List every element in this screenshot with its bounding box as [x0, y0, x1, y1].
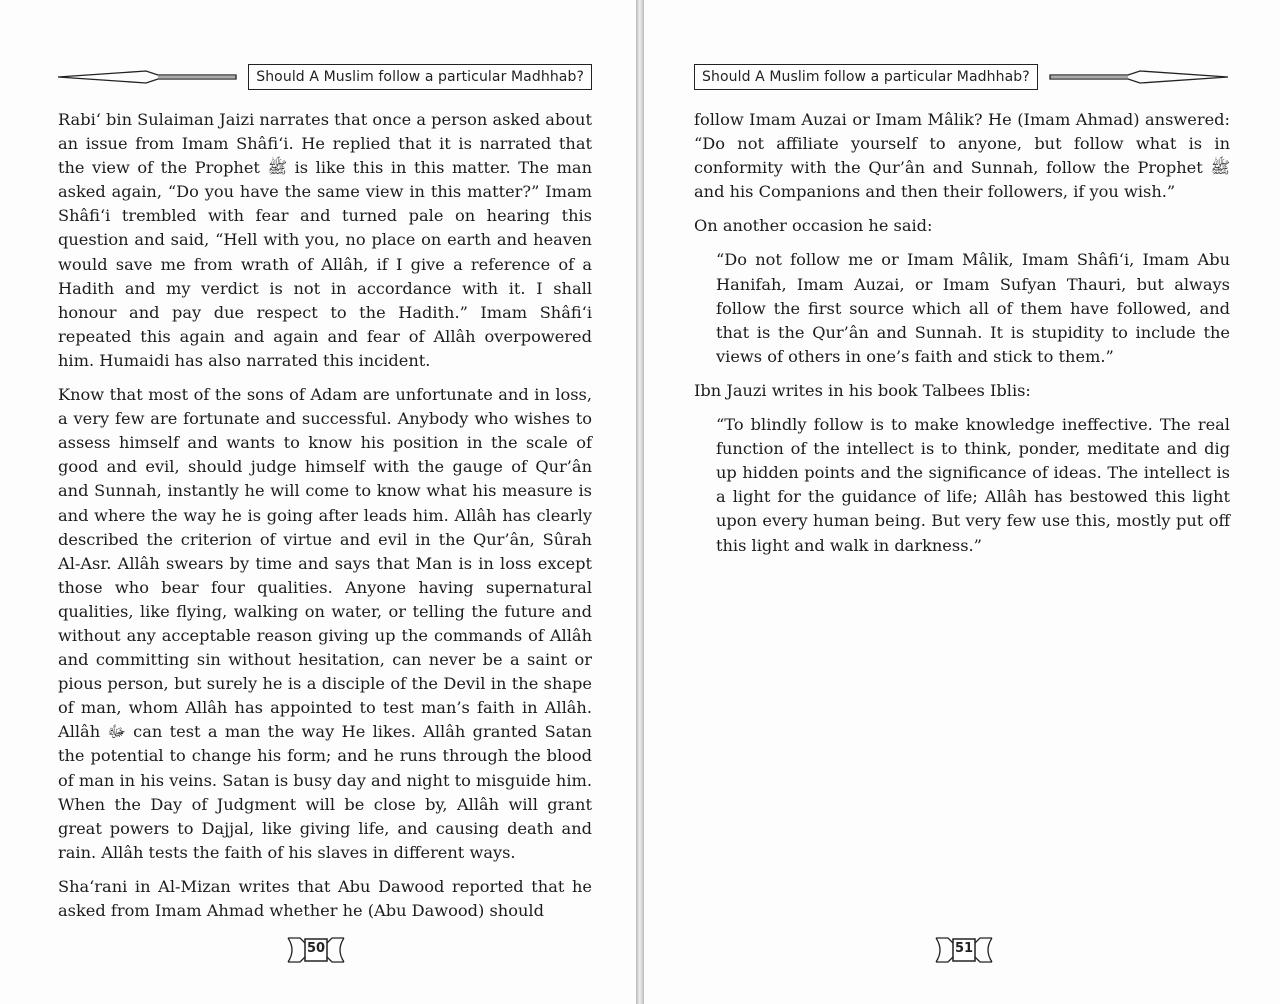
right-page-text	[694, 108, 1230, 568]
left-page	[0, 0, 636, 1004]
book-gutter	[636, 0, 644, 1004]
right-quote-2: “To blindly follow is to make knowledge ineffective. The real function of the intellect is to think, ponder, meditate and dig up hidden points and the significance of ideas. The intellect is a light for the guidance of life; Allâh has bestowed this light upon every human being. But very few use this, mostly put off this light and walk in darkness.”	[716, 415, 1230, 555]
right-quote-1: “Do not follow me or Imam Mâlik, Imam Shâfi‘i, Imam Abu Hanifah, Imam Auzai, or Imam Sufyan Thauri, but always follow the first source which all of them have followed, and that is the Qur’ân and Sunnah. It is stupidity to include the views of others in one’s faith and stick to them.”	[716, 250, 1230, 366]
left-paragraph-2: Know that most of the sons of Adam are unfortunate and in loss, a very few are fortunate and successful. Anybody who wishes to assess himself and wants to know his position in the scale of good and evil, should judge himself with the gauge of Qur’ân and Sunnah, instantly he will come to know what his measure is and where the way he is going after leads him. Allâh has clearly described the criterion of virtue and evil in the Qur’ân, Sûrah Al-Asr. Allâh swears by time and says that Man is in loss except those who bear four qualities. Anyone having supernatural qualities, like flying, walking on water, or telling the future and without any acceptable reason giving up the commands of Allâh and committing sin without hesitation, can never be a saint or pious person, but surely he is a disciple of the Devil in the shape of man, whom Allâh has appointed to test man’s faith in Allâh. Allâh ﷻ can test a man the way He likes. Allâh granted Satan the potential to change his form; and he runs through the blood of man in his veins. Satan is busy day and night to misguide him. When the Day of Judgment will be close by, Allâh will grant great powers to Dajjal, like giving life, and causing death and rain. Allâh tests the faith of his slaves in different ways.	[58, 385, 592, 862]
right-page-number-text: 51	[954, 941, 974, 956]
right-page-number	[934, 934, 994, 966]
left-paragraph-1: Rabi‘ bin Sulaiman Jaizi narrates that once a person asked about an issue from Imam Shâfi‘i. He replied that it is narrated that the view of the Prophet ﷺ is like this in this matter. The man asked again, “Do you have the same view in this matter?” Imam Shâfi‘i trembled with fear and turned pale on hearing this question and said, “Hell with you, no place on earth and heaven would save me from wrath of Allâh, if I give a reference of a Hadith and my verdict is not in accordance with it. I shall honour and pay due respect to the Hadith.” Imam Shâfi‘i repeated this again and again and fear of Allâh overpowered him. Humaidi has also narrated this incident.	[58, 110, 593, 370]
right-header-title: Should A Muslim follow a particular Madhhab?	[694, 64, 1038, 90]
left-header-title: Should A Muslim follow a particular Madhhab?	[248, 64, 592, 90]
right-paragraph-3: Ibn Jauzi writes in his book Talbees Iblis:	[694, 380, 1031, 400]
left-page-text	[58, 108, 592, 933]
left-paragraph-3: Sha‘rani in Al-Mizan writes that Abu Dawood reported that he asked from Imam Ahmad whether he (Abu Dawood) should	[58, 876, 592, 920]
right-page	[644, 0, 1280, 1004]
right-running-header	[694, 60, 1228, 94]
right-paragraph-1: follow Imam Auzai or Imam Mâlik? He (Imam Ahmad) answered: “Do not affiliate yourself to anyone, but follow what is in conformity with the Qur’ân and Sunnah, follow the Prophet ﷺ and his Companions and then their followers, if you wish.”	[694, 110, 1230, 202]
right-paragraph-2: On another occasion he said:	[694, 216, 933, 236]
left-running-header	[58, 60, 592, 94]
left-page-number-text: 50	[306, 941, 326, 956]
left-page-number	[286, 934, 346, 966]
